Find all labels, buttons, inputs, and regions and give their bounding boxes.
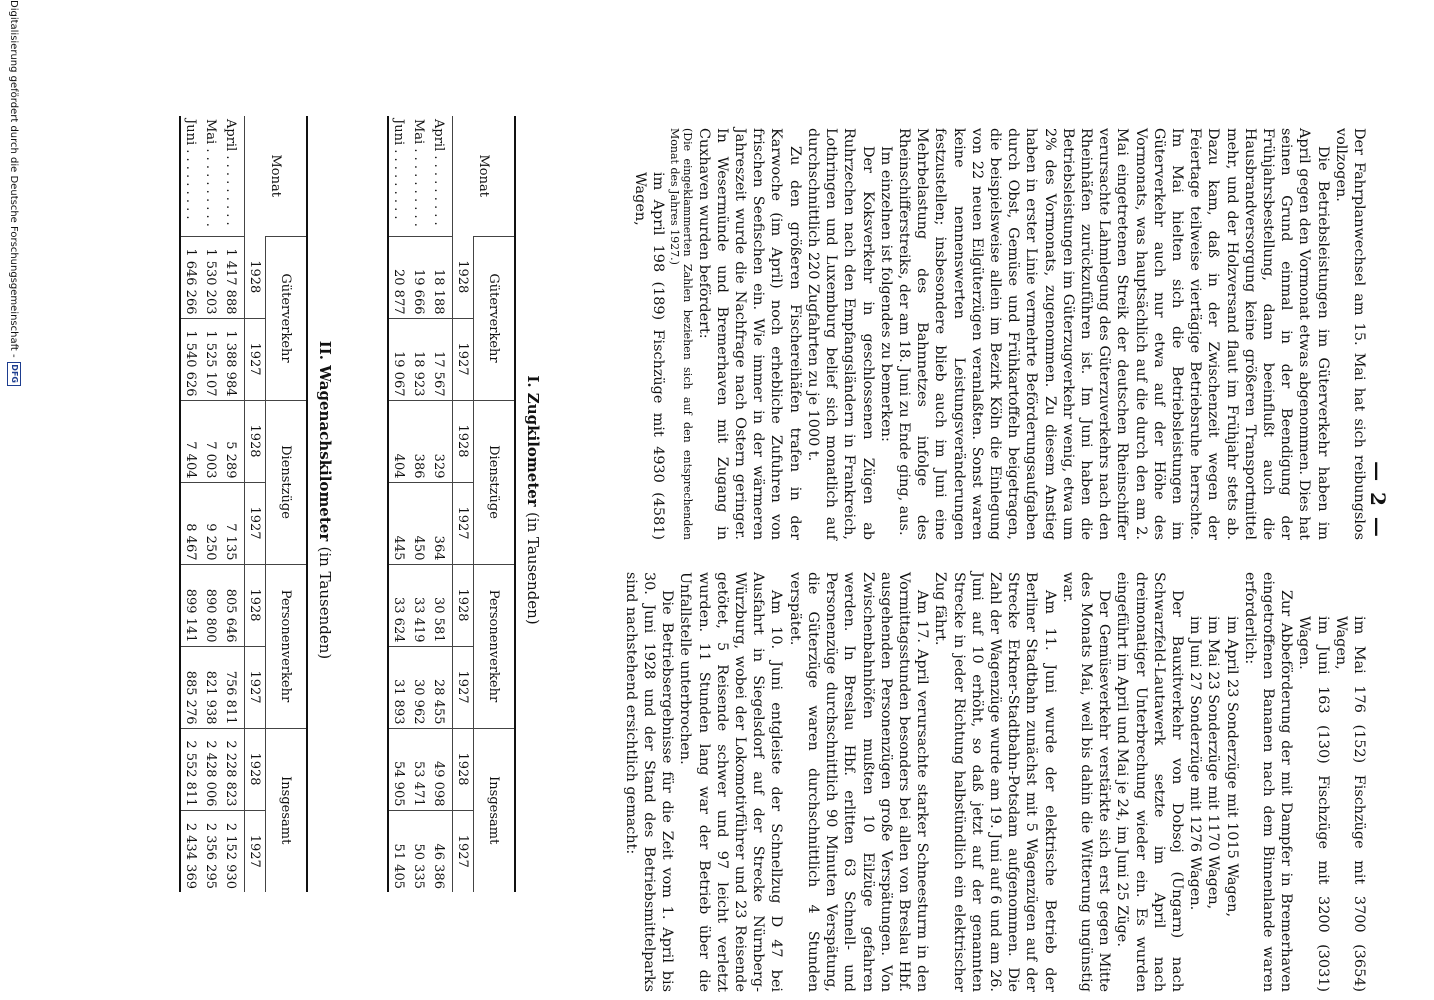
- year-header: 1927: [453, 646, 474, 728]
- value-cell: 19 666: [409, 236, 429, 318]
- group-header-personenverkehr: Personenverkehr: [266, 564, 308, 728]
- paragraph: Die Betriebsergebnisse für die Zeit vom 1. April bis 30. Juni 1928 und der Stand des Betriebsmittelparks sind nachstehend ersichtlich gemacht:: [622, 572, 676, 992]
- value-cell: 890 800: [201, 564, 221, 646]
- list-item: im April 23 Sonderzüge mit 1015 Wagen,: [1223, 616, 1240, 918]
- value-cell: 821 938: [201, 646, 221, 728]
- value-cell: 445: [388, 482, 409, 564]
- value-cell: 33 624: [388, 564, 409, 646]
- year-header: 1927: [245, 810, 266, 892]
- list-item: im Mai 176 (152) Fischzüge mit 3700 (3654) Wagen,: [1332, 616, 1367, 992]
- value-cell: 7 404: [180, 400, 201, 482]
- value-cell: 49 098: [429, 728, 453, 810]
- table-wagenachskilometer: [179, 116, 308, 892]
- right-text-column: [622, 572, 1368, 992]
- value-cell: 9 250: [201, 482, 221, 564]
- list-item: im Mai 23 Sonderzüge mit 1170 Wagen,: [1205, 616, 1222, 910]
- value-cell: 7 003: [201, 400, 221, 482]
- paragraph: Am 10. Juni entgleiste der Schnellzug D 47 bei Ausfahrt in Siegelsdorf auf der Strecke Nürnberg-Würzburg, wobei der Lokomotivführer und 23 Reisende getötet, 5 Reisende schwer und 97 leicht verletzt wurden. 11 Stunden lang war der Betrieb über die Unfallstelle unterbrochen.: [677, 572, 785, 992]
- year-header: 1927: [453, 318, 474, 400]
- table2-subtitle: (in Tausenden): [316, 546, 334, 660]
- table-row: [429, 116, 453, 892]
- year-header: 1928: [245, 236, 266, 318]
- paragraph: Der Fahrplanwechsel am 15. Mai hat sich reibungslos vollzogen.: [1332, 128, 1367, 540]
- value-cell: 1 540 626: [180, 318, 201, 400]
- value-cell: 899 141: [180, 564, 201, 646]
- year-header: 1927: [453, 482, 474, 564]
- table1-subtitle: (in Tausenden): [524, 511, 542, 625]
- value-cell: 329: [429, 400, 453, 482]
- paragraph: Die Betriebsleistungen im Güterverkehr haben im April gegen den Vormonat etwas abgenommen. Dies hat seinen Grund einmal in der Beendigung der Frühjahrsbestellung, dann beeinflußt auch die Hausbrandversorgung keine größeren Transportmittel mehr, und der Holzversand flaut im Frühjahr stets ab. Dazu kam, daß in der Zwischenzeit wegen der Feiertage teilweise viertägige Betriebsruhe herrschte. Im Mai hielten sich die Betriebsleistungen im Güterverkehr auch nur etwa auf der Höhe des Vormonats, was hauptsächlich auf die durch den am 2. Mai eingetretenen Streik der deutschen Rheinschiffer verursachte Lahmlegung des Güterzuverkehrs nach den Rheinhäfen zurückzuführen ist. Im Juni haben die Betriebsleistungen im Güterzugverkehr wenig, etwa um 2% des Vormonats, zugenommen. Zu diesem Anstieg haben in erster Linie vermehrte Beförderungsaufgaben durch Obst, Gemüse und Frühkartoffeln beigetragen, die beispielsweise allein im Bezirk Köln die Einlegung von 22 neuen Eilgüterzügen veranlaßten. Sonst waren keine nennenswerten Leistungsveränderungen festzustellen; insbesondere blieb auch im Juni eine Mehrbelastung des Bahnnetzes infolge des Rheinschifferstreiks, der am 18. Juni zu Ende ging, aus.: [895, 128, 1331, 540]
- value-cell: 2 356 295: [201, 810, 221, 892]
- list-item: im Juni 163 (130) Fischzüge mit 3200 (3031) Wagen.: [1296, 616, 1331, 992]
- year-header: 1927: [245, 482, 266, 564]
- value-cell: 1 646 266: [180, 236, 201, 318]
- value-cell: 28 455: [429, 646, 453, 728]
- value-cell: 2 152 930: [221, 810, 245, 892]
- value-cell: 17 567: [429, 318, 453, 400]
- list-item: im Juni 27 Sonderzüge mit 1276 Wagen.: [1187, 616, 1204, 911]
- month-column-header: Monat: [453, 116, 516, 236]
- year-header: 1928: [453, 564, 474, 646]
- year-header: 1928: [245, 564, 266, 646]
- value-cell: 1 525 107: [201, 318, 221, 400]
- value-cell: 31 893: [388, 646, 409, 728]
- value-cell: 51 405: [388, 810, 409, 892]
- paragraph: Der Bauxitverkehr von Dobsoj (Ungarn) nach Schwarzfeld-Lautawerk setzte im April nach dreimonatiger Unterbrechung wieder ein. Es wurden eingeführt im April und Mai je 24, im Juni 25 Züge.: [1114, 572, 1185, 992]
- group-header-insgesamt: Insgesamt: [266, 728, 308, 892]
- value-cell: 1 417 888: [221, 236, 245, 318]
- group-header-dienstzuege: Dienstzüge: [266, 400, 308, 564]
- left-text-column: [631, 128, 1368, 540]
- digitization-credit: [0, 0, 28, 1000]
- month-cell: April . . . . . . . . .: [431, 119, 447, 226]
- value-cell: 19 067: [388, 318, 409, 400]
- value-cell: 1 530 203: [201, 236, 221, 318]
- page-number: — 2 —: [1366, 461, 1390, 539]
- year-header: 1927: [245, 318, 266, 400]
- month-cell: April . . . . . . . . .: [223, 119, 239, 226]
- group-header-dienstzuege: Dienstzüge: [474, 400, 516, 564]
- table-row: [409, 116, 429, 892]
- value-cell: 2 552 811: [180, 728, 201, 810]
- month-cell: Juni . . . . . . . . .: [391, 119, 407, 220]
- value-cell: 386: [409, 400, 429, 482]
- value-cell: 18 188: [429, 236, 453, 318]
- value-cell: 8 467: [180, 482, 201, 564]
- paragraph: Zur Abbeförderung der mit Dampfer in Bremerhaven eingetroffenen Bananen nach dem Binnenlande waren erforderlich:: [1241, 572, 1295, 992]
- year-header: 1927: [245, 646, 266, 728]
- value-cell: 18 923: [409, 318, 429, 400]
- year-header: 1928: [453, 400, 474, 482]
- value-cell: 404: [388, 400, 409, 482]
- value-cell: 53 471: [409, 728, 429, 810]
- paragraph: Der Koksverkehr in geschlossenen Zügen ab Ruhrzechen nach den Empfangsländern in Frankreich, Lothringen und Luxemburg belief sich monatlich auf durchschnittlich 220 Zugfahrten zu je 1000 t.: [804, 128, 876, 540]
- paragraph: Am 11. Juni wurde der elektrische Betrieb der Berliner Stadtbahn zunächst mit 5 Wagenzügen auf der Strecke Erkner-Stadtbahn-Potsdam aufgenommen. Die Zahl der Wagenzüge wurde am 19. Juni auf 6 und am 26. Juni auf 10 erhöht, so daß jetzt auf der genannten Strecke in jeder Richtung halbstündlich ein elektrischer Zug fährt.: [932, 572, 1058, 992]
- group-header-gueterverkehr: Güterverkehr: [266, 236, 308, 400]
- credit-text: Digitalisierung gefördert durch die Deutsche Forschungsgemeinschaft -: [8, 0, 20, 358]
- group-header-insgesamt: Insgesamt: [474, 728, 516, 892]
- group-header-personenverkehr: Personenverkehr: [474, 564, 516, 728]
- value-cell: 46 386: [429, 810, 453, 892]
- year-header: 1928: [245, 728, 266, 810]
- value-cell: 54 905: [388, 728, 409, 810]
- table2-title-text: II. Wagenachskilometer: [316, 340, 334, 542]
- value-cell: 30 962: [409, 646, 429, 728]
- value-cell: 756 811: [221, 646, 245, 728]
- month-cell: Mai . . . . . . . . . .: [411, 119, 427, 227]
- table1-title-text: I. Zugkilometer: [524, 375, 542, 507]
- value-cell: 2 228 823: [221, 728, 245, 810]
- table-row: [388, 116, 409, 892]
- group-header-gueterverkehr: Güterverkehr: [474, 236, 516, 400]
- year-header: 1928: [453, 728, 474, 810]
- table-row: [221, 116, 245, 892]
- value-cell: 2 428 006: [201, 728, 221, 810]
- value-cell: 30 581: [429, 564, 453, 646]
- paragraph: Am 17. April verursachte starker Schneesturm in den Vormittagsstunden besonders bei allen von Breslau Hbf. ausgehenden Personenzügen große Verspätungen. Von Zwischenbahnhöfen mußten 10 Eilzüge gefahren werden. In Breslau Hbf. erlitten 63 Schnell- und Personenzüge durchschnittlich 90 Minuten Verspätung, die Güterzüge waren durchschnittlich 4 Stunden verspätet.: [786, 572, 931, 992]
- value-cell: 5 289: [221, 400, 245, 482]
- list-item: im April 198 (189) Fischzüge mit 4930 (4581) Wagen,: [632, 172, 667, 540]
- month-cell: Mai . . . . . . . . . .: [203, 119, 219, 227]
- value-cell: 7 135: [221, 482, 245, 564]
- value-cell: 364: [429, 482, 453, 564]
- paragraph: Zu den größeren Fischereihäfen trafen in der Karwoche (im April) noch erhebliche Zufuhren von frischen Seefischen ein. Wie immer in der wärmeren Jahreszeit wurde die Nachfrage nach Ostern geringer. In Wesermünde und Bremerhaven mit Zugang in Cuxhaven wurden befördert:: [695, 128, 803, 540]
- table2-title: [316, 120, 334, 880]
- value-cell: 20 877: [388, 236, 409, 318]
- value-cell: 805 646: [221, 564, 245, 646]
- month-cell: Juni . . . . . . . . .: [183, 119, 199, 220]
- value-cell: 1 388 984: [221, 318, 245, 400]
- dfg-logo-icon: DFG: [7, 362, 21, 386]
- paragraph: Der Gemüseverkehr verstärkte sich erst gegen Mitte des Monats Mai, weil bis dahin die Witterung ungünstig war.: [1059, 572, 1113, 992]
- table1-title: [524, 120, 542, 880]
- value-cell: 50 335: [409, 810, 429, 892]
- value-cell: 33 419: [409, 564, 429, 646]
- value-cell: 450: [409, 482, 429, 564]
- table-row: [201, 116, 221, 892]
- year-header: 1927: [453, 810, 474, 892]
- table-row: [180, 116, 201, 892]
- footnote: (Die eingeklammerten Zahlen beziehen sich auf den entsprechenden Monat des Jahres 1927.): [667, 128, 695, 540]
- month-column-header: Monat: [245, 116, 308, 236]
- table-zugkilometer: [387, 116, 516, 892]
- value-cell: 2 434 369: [180, 810, 201, 892]
- value-cell: 885 276: [180, 646, 201, 728]
- paragraph: Im einzelnen ist folgendes zu bemerken:: [877, 146, 894, 442]
- year-header: 1928: [453, 236, 474, 318]
- year-header: 1928: [245, 400, 266, 482]
